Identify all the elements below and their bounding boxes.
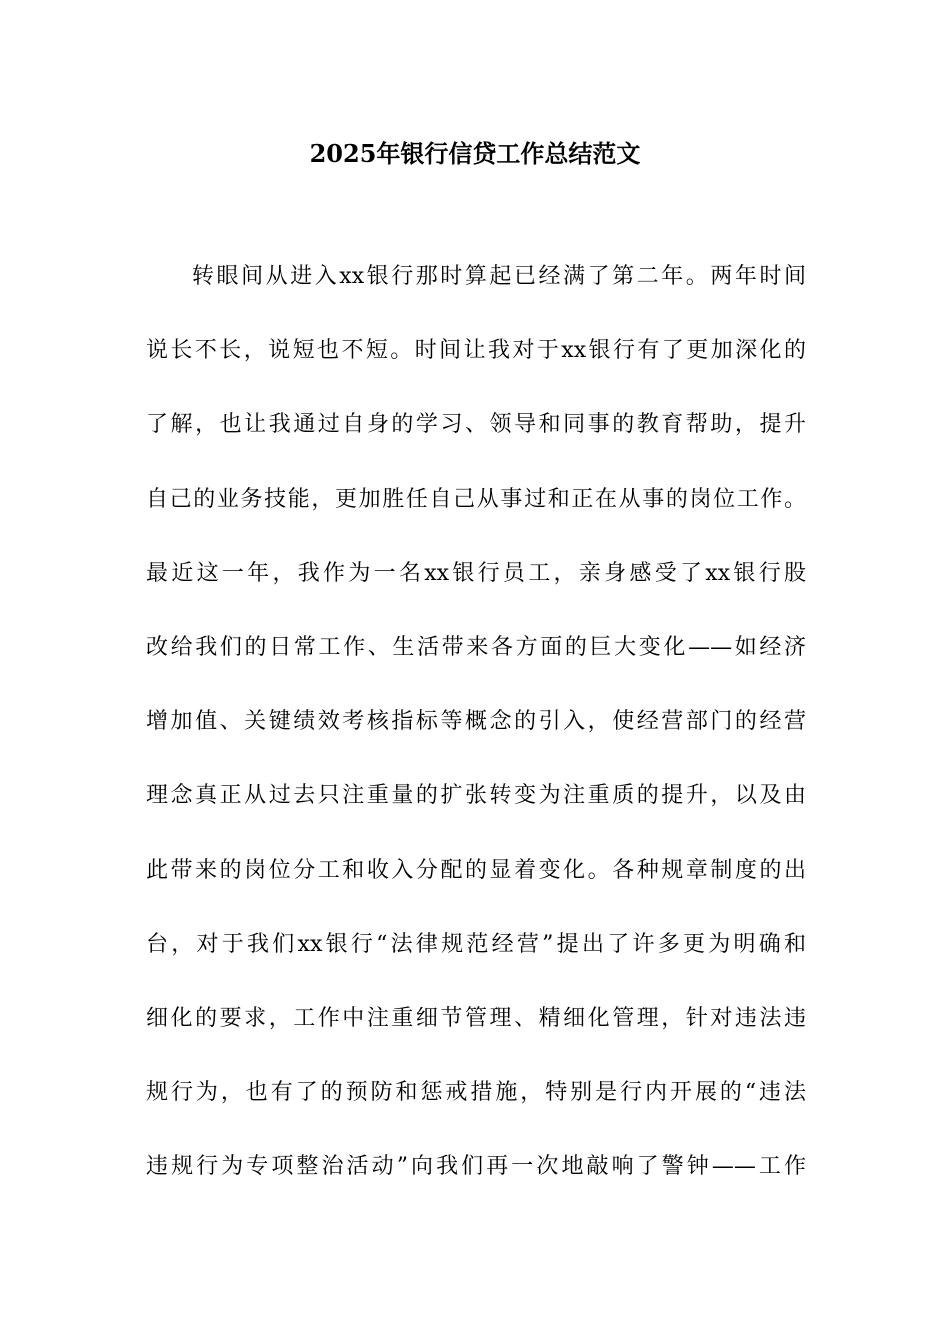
document-body (146, 253, 806, 1217)
paragraph-line: 了解，也让我通过自身的学习、领导和同事的教育帮助，提升 (146, 412, 806, 438)
paragraph-line: 理念真正从过去只注重量的扩张转变为注重质的提升，以及由 (146, 783, 806, 809)
paragraph-line: 增加值、关键绩效考核指标等概念的引入，使经营部门的经营 (146, 709, 806, 735)
paragraph-line: 违规行为专项整治活动”向我们再一次地敲响了警钟——工作 (146, 1154, 806, 1180)
paragraph-line: 改给我们的日常工作、生活带来各方面的巨大变化——如经济 (146, 634, 806, 660)
paragraph-line: 此带来的岗位分工和收入分配的显着变化。各种规章制度的出 (146, 857, 806, 883)
paragraph-line: 自己的业务技能，更加胜任自己从事过和正在从事的岗位工作。 (146, 486, 806, 512)
paragraph-line: 转眼间从进入xx银行那时算起已经满了第二年。两年时间 (192, 264, 806, 289)
paragraph-line: 细化的要求，工作中注重细节管理、精细化管理，针对违法违 (146, 1005, 806, 1031)
paragraph-line: 说长不长，说短也不短。时间让我对于xx银行有了更加深化的 (146, 338, 806, 364)
paragraph-line: 台，对于我们xx银行“法律规范经营”提出了许多更为明确和 (146, 931, 806, 957)
paragraph-line: 最近这一年，我作为一名xx银行员工，亲身感受了xx银行股 (146, 560, 806, 586)
document-title: 2025年银行信贷工作总结范文 (309, 139, 641, 168)
paragraph-line: 规行为，也有了的预防和惩戒措施，特别是行内开展的“违法 (146, 1080, 806, 1106)
